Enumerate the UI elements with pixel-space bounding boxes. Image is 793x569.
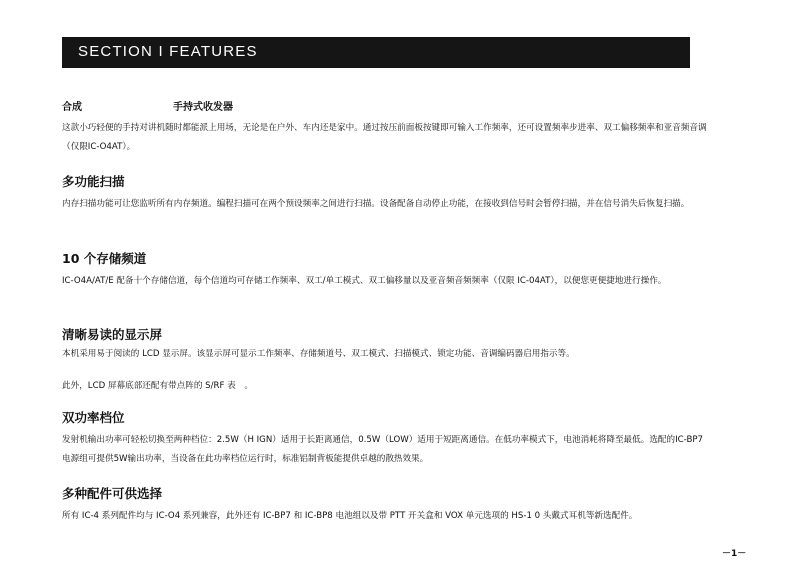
section-title: SECTION I FEATURES bbox=[78, 43, 258, 60]
section-banner bbox=[62, 37, 690, 68]
intro-paragraph: 这款小巧轻便的手持对讲机随时都能派上用场，无论是在户外、车内还是家中。通过按压前面板按键即可输入工作频率，还可设置频率步进率、双工偏移频率和亚音频音调（仅限IC-O4AT）。 bbox=[62, 123, 707, 152]
paragraph-memory-channels: IC-O4A/AT/E 配备十个存储信道，每个信道均可存储工作频率、双工/单工模式、双工偏移量以及亚音频音频频率（仅限 IC-04AT），以便您更便捷地进行操作。 bbox=[62, 276, 667, 286]
subtitle-right: 手持式收发器 bbox=[173, 102, 233, 113]
heading-memory-channels: 10 个存储频道 bbox=[62, 251, 147, 266]
page-number: －1－ bbox=[722, 549, 747, 559]
paragraph-multi-scan: 内存扫描功能可让您监听所有内存频道。编程扫描可在两个预设频率之间进行扫描。设备配备自动停止功能，在接收到信号时会暂停扫描，并在信号消失后恢复扫描。 bbox=[62, 199, 690, 209]
heading-accessories: 多种配件可供选择 bbox=[62, 486, 163, 501]
paragraph-accessories: 所有 IC-4 系列配件均与 IC-O4 系列兼容，此外还有 IC-BP7 和 IC-BP8 电池组以及带 PTT 开关盒和 VOX 单元选项的 HS-1 0 头戴式耳机等新选配件。 bbox=[62, 511, 638, 521]
paragraph-display-1: 本机采用易于阅读的 LCD 显示屏。该显示屏可显示工作频率、存储频道号、双工模式、扫描模式、锁定功能、音调编码器启用指示等。 bbox=[62, 349, 575, 359]
subtitle-left: 合成 bbox=[62, 102, 82, 113]
heading-dual-power: 双功率档位 bbox=[62, 410, 125, 425]
paragraph-display-2: 此外，LCD 屏幕底部还配有带点阵的 S/RF 表 。 bbox=[62, 381, 253, 391]
paragraph-dual-power: 发射机输出功率可轻松切换至两种档位：2.5W（H IGN）适用于长距离通信，0.5W（LOW）适用于短距离通信。在低功率模式下，电池消耗将降至最低。选配的IC-BP7电源组可提供5W输出功率，当设备在此功率档位运行时，标准铝制背板能提供卓越的散热效果。 bbox=[62, 435, 703, 464]
heading-multi-scan: 多功能扫描 bbox=[62, 174, 125, 189]
heading-display: 清晰易读的显示屏 bbox=[62, 327, 163, 342]
